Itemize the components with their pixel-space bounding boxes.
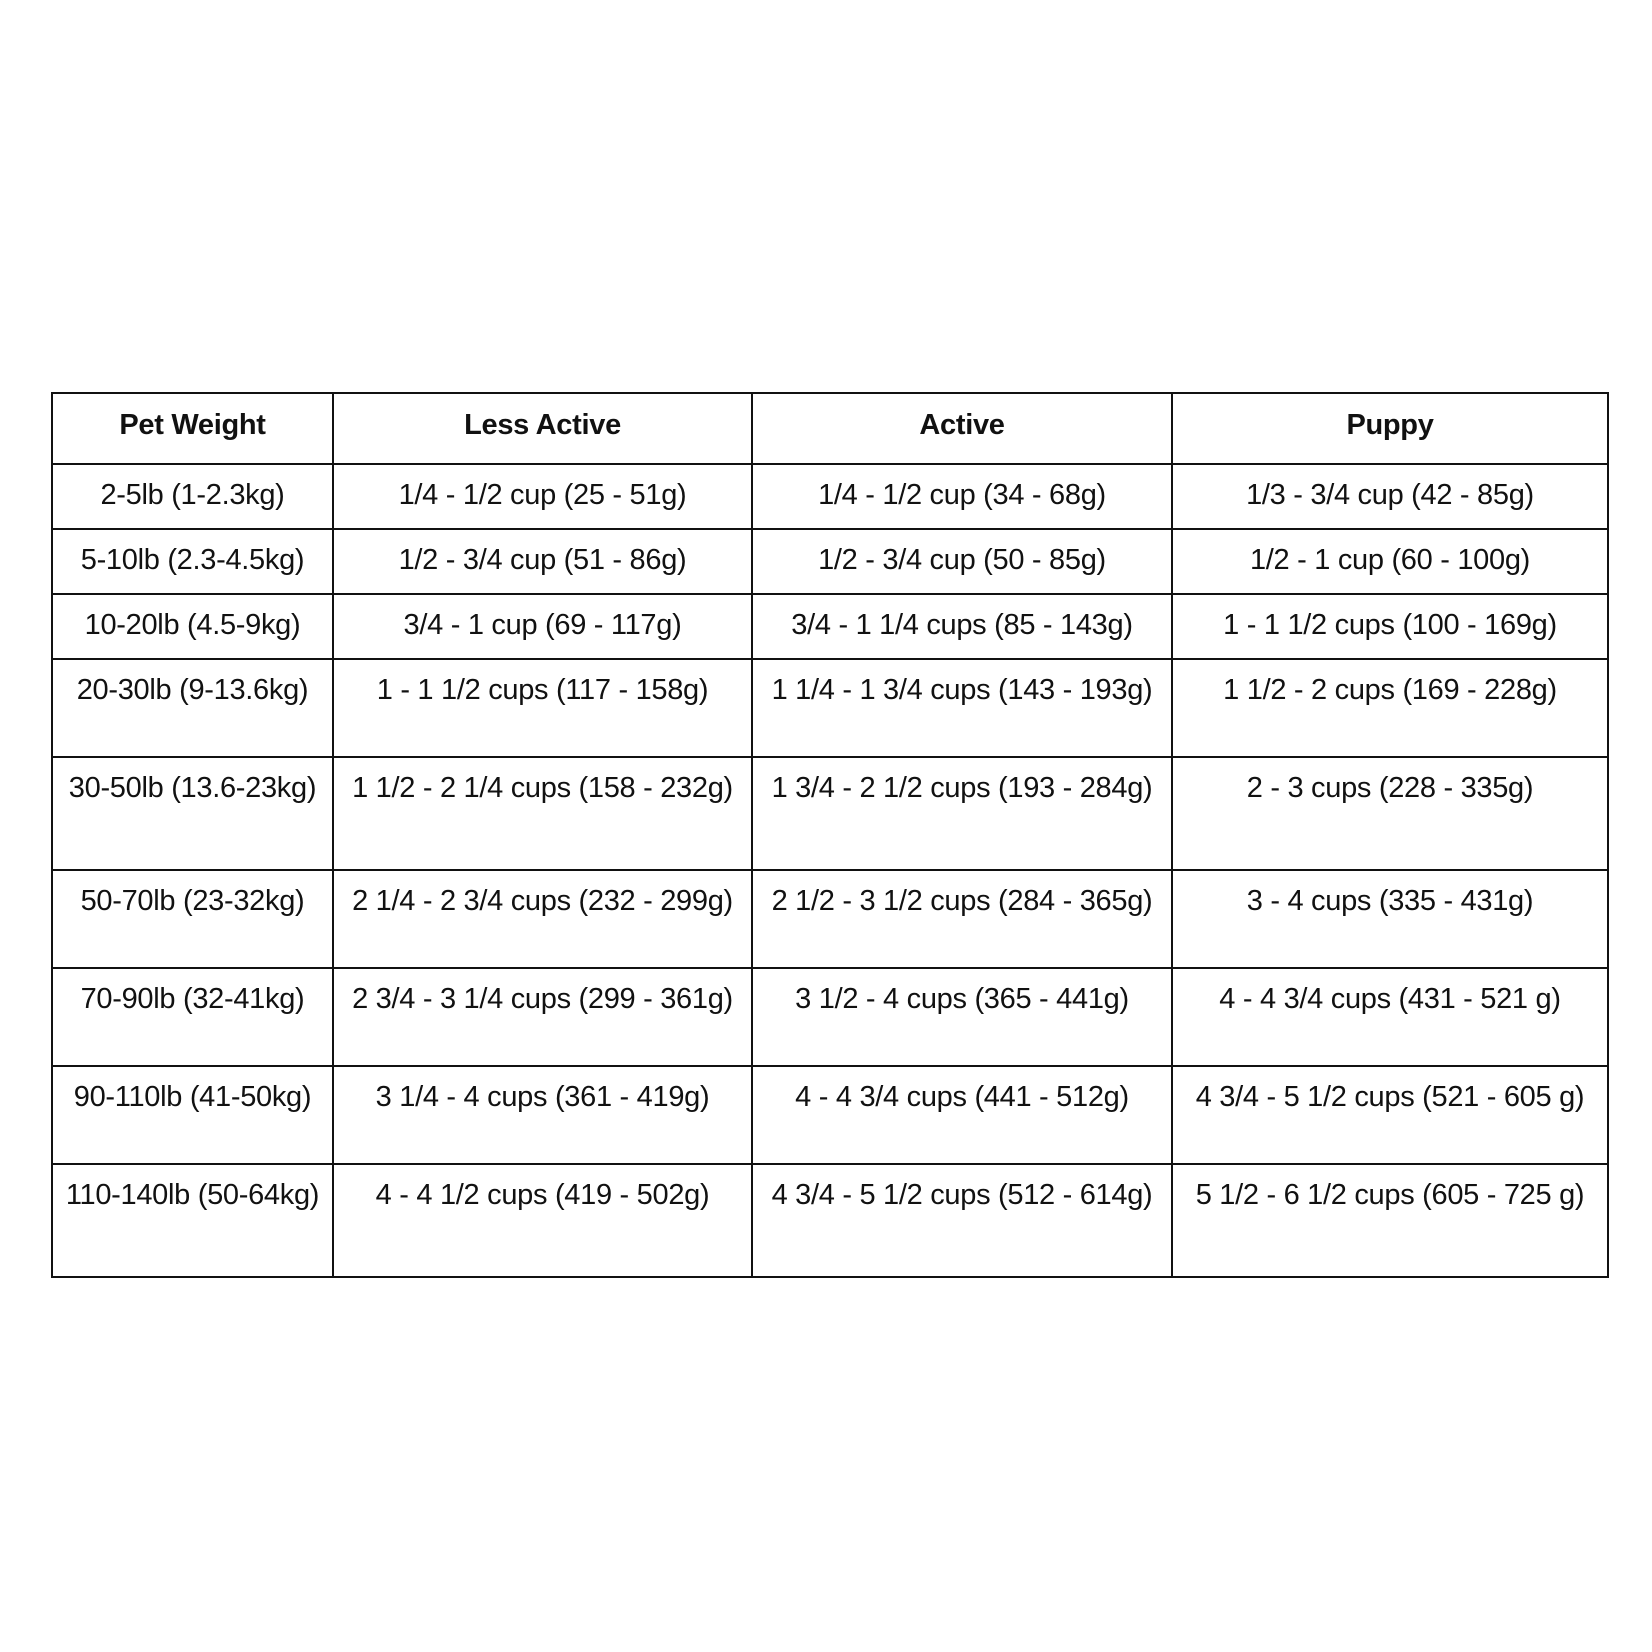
cell-less-active: 2 3/4 - 3 1/4 cups (299 - 361g) xyxy=(333,968,752,1066)
feeding-guide-table xyxy=(51,392,1609,1278)
cell-active: 3/4 - 1 1/4 cups (85 - 143g) xyxy=(752,594,1172,659)
table-row xyxy=(52,968,1608,1066)
cell-puppy: 4 3/4 - 5 1/2 cups (521 - 605 g) xyxy=(1172,1066,1608,1164)
header-puppy: Puppy xyxy=(1172,393,1608,464)
cell-active: 1 1/4 - 1 3/4 cups (143 - 193g) xyxy=(752,659,1172,757)
cell-less-active: 1/2 - 3/4 cup (51 - 86g) xyxy=(333,529,752,594)
cell-puppy: 1 1/2 - 2 cups (169 - 228g) xyxy=(1172,659,1608,757)
cell-pet-weight: 50-70lb (23-32kg) xyxy=(52,870,333,968)
cell-less-active: 1 - 1 1/2 cups (117 - 158g) xyxy=(333,659,752,757)
cell-less-active: 3/4 - 1 cup (69 - 117g) xyxy=(333,594,752,659)
cell-active: 3 1/2 - 4 cups (365 - 441g) xyxy=(752,968,1172,1066)
cell-pet-weight: 2-5lb (1-2.3kg) xyxy=(52,464,333,529)
cell-active: 1 3/4 - 2 1/2 cups (193 - 284g) xyxy=(752,757,1172,870)
cell-pet-weight: 10-20lb (4.5-9kg) xyxy=(52,594,333,659)
cell-puppy: 2 - 3 cups (228 - 335g) xyxy=(1172,757,1608,870)
cell-pet-weight: 90-110lb (41-50kg) xyxy=(52,1066,333,1164)
header-active: Active xyxy=(752,393,1172,464)
table-row xyxy=(52,1164,1608,1277)
cell-active: 1/4 - 1/2 cup (34 - 68g) xyxy=(752,464,1172,529)
cell-active: 4 - 4 3/4 cups (441 - 512g) xyxy=(752,1066,1172,1164)
cell-puppy: 1/2 - 1 cup (60 - 100g) xyxy=(1172,529,1608,594)
cell-pet-weight: 110-140lb (50-64kg) xyxy=(52,1164,333,1277)
cell-pet-weight: 70-90lb (32-41kg) xyxy=(52,968,333,1066)
cell-puppy: 1 - 1 1/2 cups (100 - 169g) xyxy=(1172,594,1608,659)
cell-less-active: 2 1/4 - 2 3/4 cups (232 - 299g) xyxy=(333,870,752,968)
cell-pet-weight: 5-10lb (2.3-4.5kg) xyxy=(52,529,333,594)
header-less-active: Less Active xyxy=(333,393,752,464)
cell-active: 4 3/4 - 5 1/2 cups (512 - 614g) xyxy=(752,1164,1172,1277)
table-row xyxy=(52,594,1608,659)
table-row xyxy=(52,659,1608,757)
table-row xyxy=(52,870,1608,968)
table-row xyxy=(52,1066,1608,1164)
cell-puppy: 1/3 - 3/4 cup (42 - 85g) xyxy=(1172,464,1608,529)
cell-less-active: 3 1/4 - 4 cups (361 - 419g) xyxy=(333,1066,752,1164)
table-row xyxy=(52,464,1608,529)
cell-pet-weight: 30-50lb (13.6-23kg) xyxy=(52,757,333,870)
cell-puppy: 4 - 4 3/4 cups (431 - 521 g) xyxy=(1172,968,1608,1066)
table-row xyxy=(52,757,1608,870)
cell-active: 2 1/2 - 3 1/2 cups (284 - 365g) xyxy=(752,870,1172,968)
cell-puppy: 5 1/2 - 6 1/2 cups (605 - 725 g) xyxy=(1172,1164,1608,1277)
cell-puppy: 3 - 4 cups (335 - 431g) xyxy=(1172,870,1608,968)
cell-pet-weight: 20-30lb (9-13.6kg) xyxy=(52,659,333,757)
cell-active: 1/2 - 3/4 cup (50 - 85g) xyxy=(752,529,1172,594)
cell-less-active: 1/4 - 1/2 cup (25 - 51g) xyxy=(333,464,752,529)
header-row xyxy=(52,393,1608,464)
cell-less-active: 1 1/2 - 2 1/4 cups (158 - 232g) xyxy=(333,757,752,870)
header-pet-weight: Pet Weight xyxy=(52,393,333,464)
table-row xyxy=(52,529,1608,594)
cell-less-active: 4 - 4 1/2 cups (419 - 502g) xyxy=(333,1164,752,1277)
